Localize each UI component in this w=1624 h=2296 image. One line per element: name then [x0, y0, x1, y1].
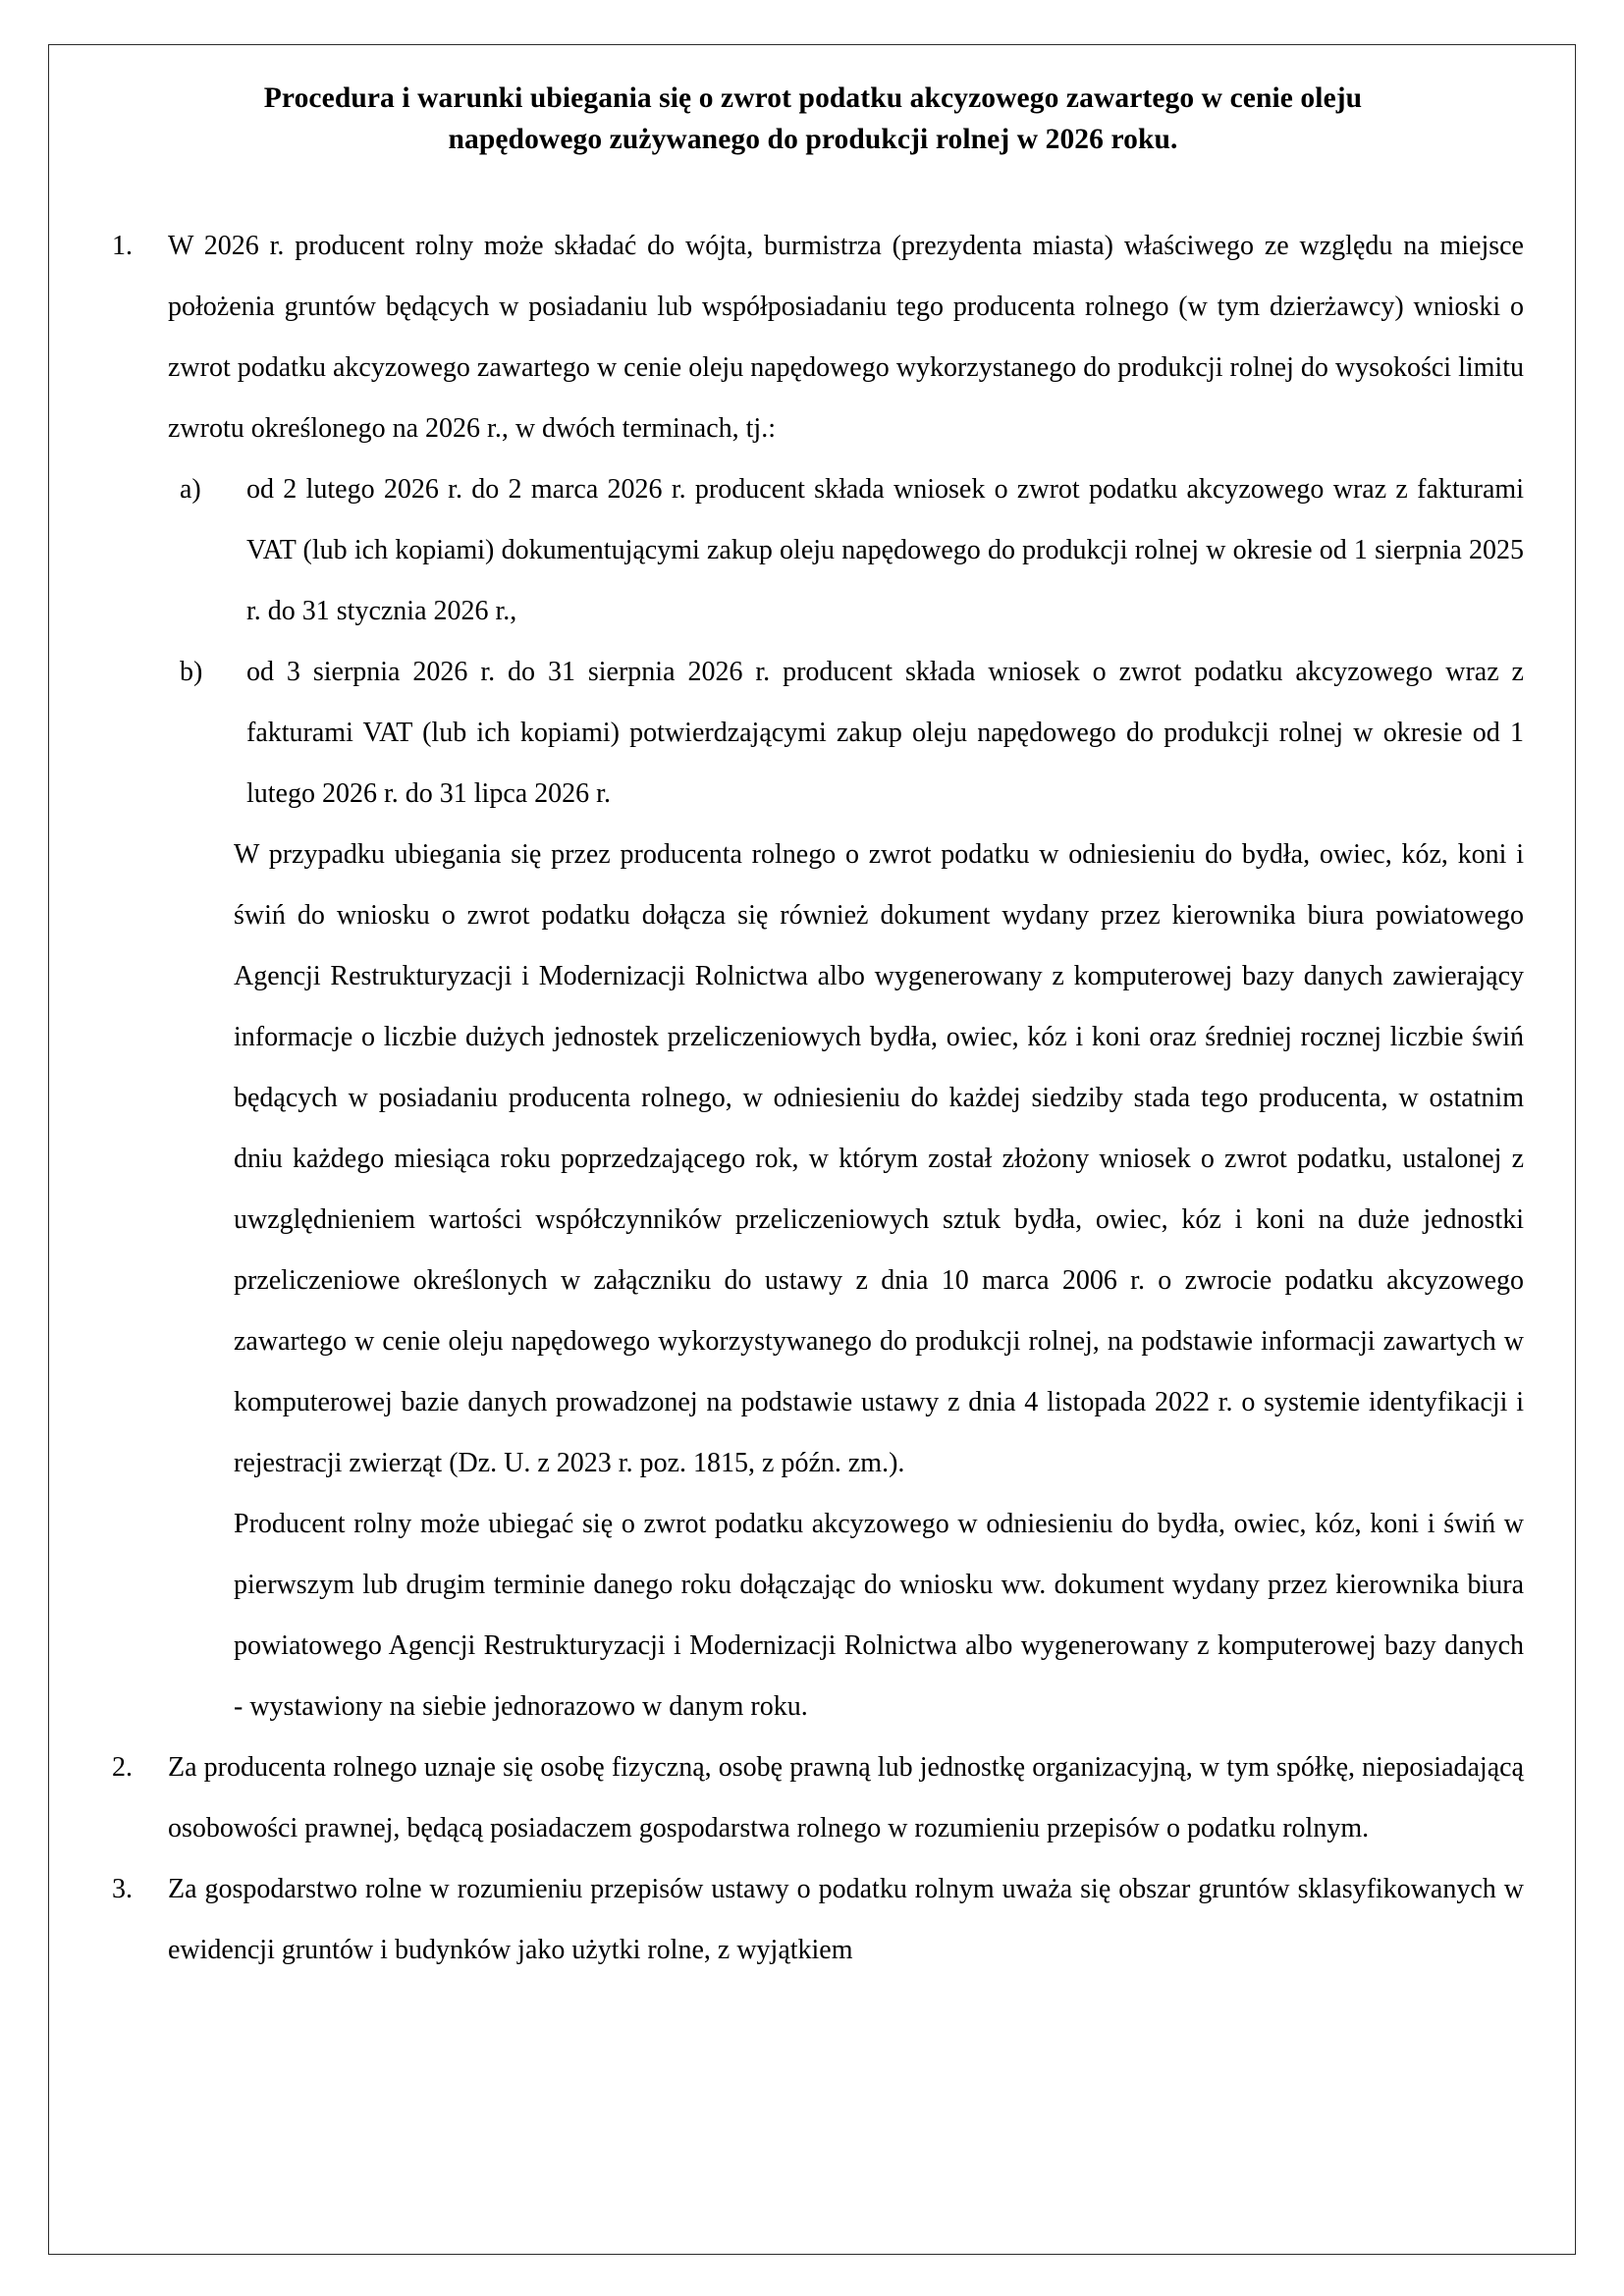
numbered-list [102, 216, 1524, 1981]
document-content [102, 79, 1524, 1981]
list-item-3-text: Za gospodarstwo rolne w rozumieniu przepisów ustawy o podatku rolnym uważa się obszar gruntów sklasyfikowanych w ewidencji gruntów i budynków jako użytki rolne, z wyjątkiem [168, 1873, 1524, 1965]
document-title-line-2: napędowego zużywanego do produkcji rolnej w 2026 roku. [448, 123, 1178, 155]
list-marker-2: 2. [112, 1751, 133, 1783]
document-title-line-1: Procedura i warunki ubiegania się o zwrot podatku akcyzowego zawartego w cenie oleju [263, 82, 1363, 114]
sub-list-marker-b: b) [180, 656, 203, 687]
list-marker-3: 3. [112, 1873, 133, 1904]
sub-list-item-b [168, 642, 1524, 825]
document-title [205, 79, 1421, 161]
list-item-1 [102, 216, 1524, 1737]
list-item-1-trailing-paragraph-1: W przypadku ubiegania się przez producenta rolnego o zwrot podatku w odniesieniu do bydła, owiec, kóz, koni i świń do wniosku o zwrot podatku dołącza się również dokument wydany przez kierownika biura powiatowego Agencji Restrukturyzacji i Modernizacji Rolnictwa albo wygenerowany z komputerowej bazy danych zawierający informacje o liczbie dużych jednostek przeliczeniowych bydła, owiec, kóz i koni oraz średniej rocznej liczbie świń będących w posiadaniu producenta rolnego, w odniesieniu do każdej siedziby stada tego producenta, w ostatnim dniu każdego miesiąca roku poprzedzającego rok, w którym został złożony wniosek o zwrot podatku, ustalonej z uwzględnieniem wartości współczynników przeliczeniowych sztuk bydła, owiec, kóz i koni na duże jednostki przeliczeniowe określonych w załączniku do ustawy z dnia 10 marca 2006 r. o zwrocie podatku akcyzowego zawartego w cenie oleju napędowego wykorzystywanego do produkcji rolnej, na podstawie informacji zawartych w komputerowej bazie danych prowadzonej na podstawie ustawy z dnia 4 listopada 2022 r. o systemie identyfikacji i rejestracji zwierząt (Dz. U. z 2023 r. poz. 1815, z późn. zm.). [234, 838, 1524, 1478]
list-marker-1: 1. [112, 230, 133, 261]
sub-list-1 [168, 459, 1524, 825]
list-item-3 [102, 1859, 1524, 1981]
sub-list-item-b-text: od 3 sierpnia 2026 r. do 31 sierpnia 2026 r. producent składa wniosek o zwrot podatku akcyzowego wraz z fakturami VAT (lub ich kopiami) potwierdzającymi zakup oleju napędowego do produkcji rolnej w okresie od 1 lutego 2026 r. do 31 lipca 2026 r. [246, 656, 1524, 809]
list-item-2 [102, 1737, 1524, 1859]
list-item-1-trailing-paragraph-2: Producent rolny może ubiegać się o zwrot podatku akcyzowego w odniesieniu do bydła, owiec, kóz, koni i świń w pierwszym lub drugim terminie danego roku dołączając do wniosku ww. dokument wydany przez kierownika biura powiatowego Agencji Restrukturyzacji i Modernizacji Rolnictwa albo wygenerowany z komputerowej bazy danych - wystawiony na siebie jednorazowo w danym roku. [234, 1508, 1524, 1722]
list-item-1-text: W 2026 r. producent rolny może składać do wójta, burmistrza (prezydenta miasta) właściwego ze względu na miejsce położenia gruntów będących w posiadaniu lub współposiadaniu tego producenta rolnego (w tym dzierżawcy) wnioski o zwrot podatku akcyzowego zawartego w cenie oleju napędowego wykorzystanego do produkcji rolnej do wysokości limitu zwrotu określonego na 2026 r., w dwóch terminach, tj.: [168, 230, 1524, 444]
list-item-2-text: Za producenta rolnego uznaje się osobę fizyczną, osobę prawną lub jednostkę organizacyjną, w tym spółkę, nieposiadającą osobowości prawnej, będącą posiadaczem gospodarstwa rolnego w rozumieniu przepisów o podatku rolnym. [168, 1751, 1524, 1843]
sub-list-item-a-text: od 2 lutego 2026 r. do 2 marca 2026 r. producent składa wniosek o zwrot podatku akcyzowego wraz z fakturami VAT (lub ich kopiami) dokumentującymi zakup oleju napędowego do produkcji rolnej w okresie od 1 sierpnia 2025 r. do 31 stycznia 2026 r., [246, 473, 1524, 626]
sub-list-item-a [168, 459, 1524, 642]
sub-list-marker-a: a) [180, 473, 201, 505]
title-spacer [102, 161, 1524, 216]
